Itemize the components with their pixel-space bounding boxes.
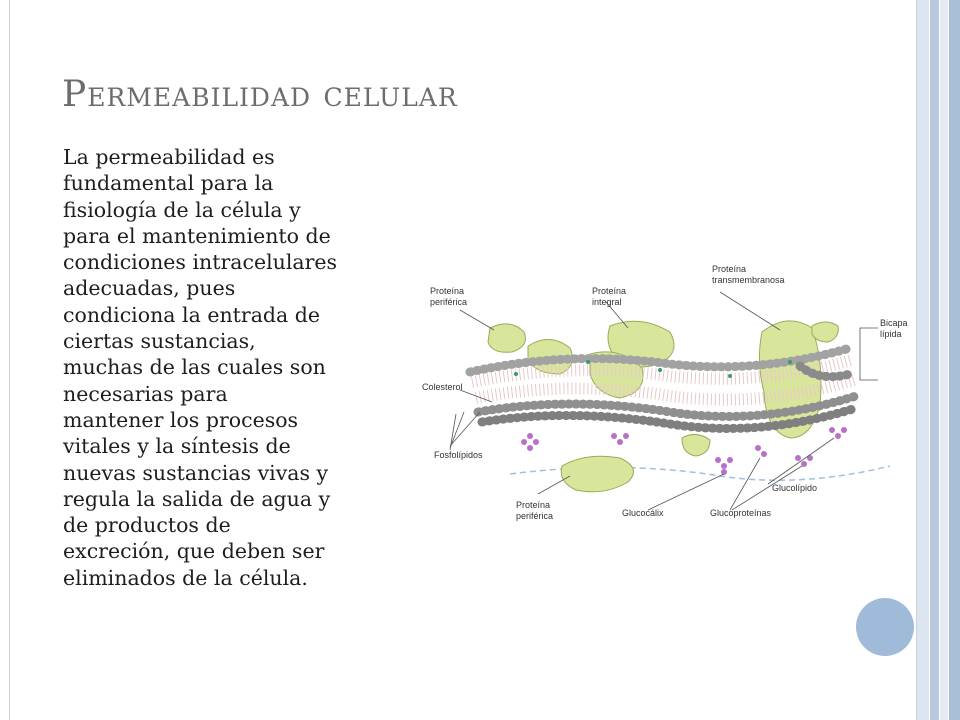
label-proteina-transmembranosa-2: transmembranosa — [712, 275, 785, 285]
label-proteina-transmembranosa-1: Proteína — [712, 264, 747, 274]
label-proteina-periferica-bottom-1: Proteína — [516, 500, 551, 510]
right-decorative-rail — [917, 0, 960, 720]
label-glucolipido: Glucolípido — [772, 483, 818, 493]
label-proteina-periferica-top-2: periférica — [430, 297, 468, 307]
protein-right-small — [812, 322, 838, 342]
rail-stripe-light — [917, 0, 929, 720]
label-fosfolipidos: Fosfolípidos — [434, 450, 483, 460]
label-proteina-integral-2: integral — [592, 297, 622, 307]
label-proteina-periferica-bottom-2: periférica — [516, 511, 554, 521]
label-colesterol: Colesterol — [422, 382, 463, 392]
label-proteina-integral-1: Proteína — [592, 286, 627, 296]
protein-bottom-small — [682, 434, 710, 456]
cell-membrane-diagram — [420, 262, 910, 542]
slide-title: Permeabilidad celular — [62, 74, 458, 115]
label-bicapa-1: Bicapa — [880, 318, 908, 328]
rail-stripe-edge — [949, 0, 960, 720]
slide-body-text: La permeabilidad es fundamental para la fisiología de la célula y para el mantenimiento de condiciones intracelulares adecuadas, pues condiciona la entrada de ciertas sustancias, muchas de las cuales son necesarias para mantener los procesos vitales y la síntesis de nuevas sustancias vivas y regula la salida de agua y de productos de excreción, que deben ser eliminados de la célula. — [63, 145, 338, 590]
label-glucocalix: Glucocálix — [622, 508, 664, 518]
label-glucoproteinas: Glucoproteínas — [710, 508, 772, 518]
peripheral-protein-bottom — [561, 456, 633, 492]
rail-stripe-mid — [930, 0, 939, 720]
peripheral-protein-top — [488, 324, 526, 352]
rail-stripe-pale — [940, 0, 948, 720]
label-bicapa-2: lípida — [880, 329, 902, 339]
label-proteina-periferica-top-1: Proteína — [430, 286, 465, 296]
decorative-circle — [856, 598, 914, 656]
